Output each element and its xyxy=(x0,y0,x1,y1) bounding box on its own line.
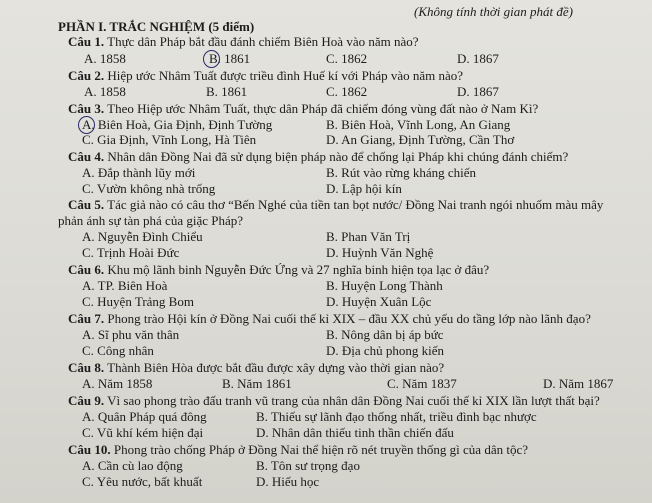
q7-option-c[interactable]: C. Công nhân xyxy=(82,343,154,358)
q6-option-c[interactable]: C. Huyện Trảng Bom xyxy=(82,294,194,309)
section-title: PHẦN I. TRẮC NGHIỆM (5 điểm) xyxy=(58,19,255,34)
q8-option-a[interactable]: A. Năm 1858 xyxy=(82,376,153,391)
q6-option-a[interactable]: A. TP. Biên Hoà xyxy=(82,278,168,293)
q7-option-d[interactable]: D. Địa chủ phong kiến xyxy=(326,343,445,358)
q7-option-a[interactable]: A. Sĩ phu văn thân xyxy=(82,327,180,342)
q9-option-c[interactable]: C. Vũ khí kém hiện đại xyxy=(82,425,204,440)
question-4: Câu 4. Nhân dân Đồng Nai đã sử dụng biện pháp nào để chống lại Pháp khi chúng đánh chiếm? xyxy=(68,149,569,164)
q3-option-c[interactable]: C. Gia Định, Vĩnh Long, Hà Tiên xyxy=(82,132,257,147)
q8-option-b[interactable]: B. Năm 1861 xyxy=(222,376,292,391)
q1-option-a[interactable]: A. 1858 xyxy=(84,51,126,66)
question-1: Câu 1. Thực dân Pháp bắt đầu đánh chiếm Biên Hoà vào năm nào? xyxy=(68,34,419,49)
q9-option-a[interactable]: A. Quân Pháp quá đông xyxy=(82,409,207,424)
q9-option-b[interactable]: B. Thiếu sự lãnh đạo thống nhất, triều đình bạc nhược xyxy=(256,409,537,424)
q8-option-c[interactable]: C. Năm 1837 xyxy=(387,376,457,391)
question-3: Câu 3. Theo Hiệp ước Nhâm Tuất, thực dân Pháp đã chiếm đóng vùng đất nào ở Nam Kì? xyxy=(68,101,539,116)
q2-option-c[interactable]: C. 1862 xyxy=(326,84,368,99)
q5-option-d[interactable]: D. Huỳnh Văn Nghệ xyxy=(326,245,434,260)
q5-option-c[interactable]: C. Trịnh Hoài Đức xyxy=(82,245,180,260)
question-10: Câu 10. Phong trào chống Pháp ở Đồng Nai thể hiện rõ nét truyền thống gì của dân tộc? xyxy=(68,442,528,457)
question-8: Câu 8. Thành Biên Hòa được bắt đầu được xây dựng vào thời gian nào? xyxy=(68,360,445,375)
question-9: Câu 9. Vì sao phong trào đấu tranh vũ trang của nhân dân Đồng Nai cuối thế kỉ XIX lần lượt thất bại? xyxy=(68,393,600,408)
q1-answer-mark xyxy=(203,50,220,68)
q2-option-d[interactable]: D. 1867 xyxy=(457,84,499,99)
q10-option-d[interactable]: D. Hiếu học xyxy=(256,474,320,489)
q1-option-c[interactable]: C. 1862 xyxy=(326,51,368,66)
q4-option-d[interactable]: D. Lập hội kín xyxy=(326,181,402,196)
q3-option-a[interactable]: A. Biên Hoà, Gia Định, Định Tường xyxy=(82,117,273,132)
q6-option-b[interactable]: B. Huyện Long Thành xyxy=(326,278,443,293)
q7-option-b[interactable]: B. Nông dân bị áp bức xyxy=(326,327,444,342)
q6-option-d[interactable]: D. Huyện Xuân Lộc xyxy=(326,294,432,309)
q1-option-d[interactable]: D. 1867 xyxy=(457,51,499,66)
question-2: Câu 2. Hiệp ước Nhâm Tuất được triều đình Huế kí với Pháp vào năm nào? xyxy=(68,68,464,83)
q5-option-b[interactable]: B. Phan Văn Trị xyxy=(326,229,411,244)
q10-option-b[interactable]: B. Tôn sư trọng đạo xyxy=(256,458,360,473)
question-5-cont: phản ánh sự tàn phá của giặc Pháp? xyxy=(58,213,244,228)
q2-option-b[interactable]: B. 1861 xyxy=(206,84,248,99)
q10-option-c[interactable]: C. Yêu nước, bất khuất xyxy=(82,474,203,489)
q9-option-d[interactable]: D. Nhân dân thiếu tinh thần chiến đấu xyxy=(256,425,454,440)
q4-option-b[interactable]: B. Rút vào rừng kháng chiến xyxy=(326,165,477,180)
q1-option-b[interactable]: B. 1861 xyxy=(209,51,251,66)
question-7: Câu 7. Phong trào Hội kín ở Đồng Nai cuối thế kỉ XIX – đầu XX chủ yếu do tầng lớp nào lãnh đạo? xyxy=(68,311,591,326)
question-5: Câu 5. Tác giả nào có câu thơ “Bến Nghé của tiền tan bọt nước/ Đồng Nai tranh ngói nhuốm màu mây xyxy=(68,197,604,212)
q5-option-a[interactable]: A. Nguyễn Đình Chiểu xyxy=(82,229,203,244)
q2-option-a[interactable]: A. 1858 xyxy=(84,84,126,99)
q8-option-d[interactable]: D. Năm 1867 xyxy=(543,376,614,391)
q4-option-a[interactable]: A. Đắp thành lũy mới xyxy=(82,165,196,180)
question-6: Câu 6. Khu mộ lãnh binh Nguyễn Đức Ứng và 27 nghĩa binh hiện tọa lạc ở đâu? xyxy=(68,262,490,277)
q10-option-a[interactable]: A. Cần cù lao động xyxy=(82,458,183,473)
time-note: (Không tính thời gian phát đề) xyxy=(414,4,573,19)
q3-option-d[interactable]: D. An Giang, Định Tường, Cần Thơ xyxy=(326,132,515,147)
q3-option-b[interactable]: B. Biên Hoà, Vĩnh Long, An Giang xyxy=(326,117,511,132)
q4-option-c[interactable]: C. Vườn không nhà trống xyxy=(82,181,216,196)
